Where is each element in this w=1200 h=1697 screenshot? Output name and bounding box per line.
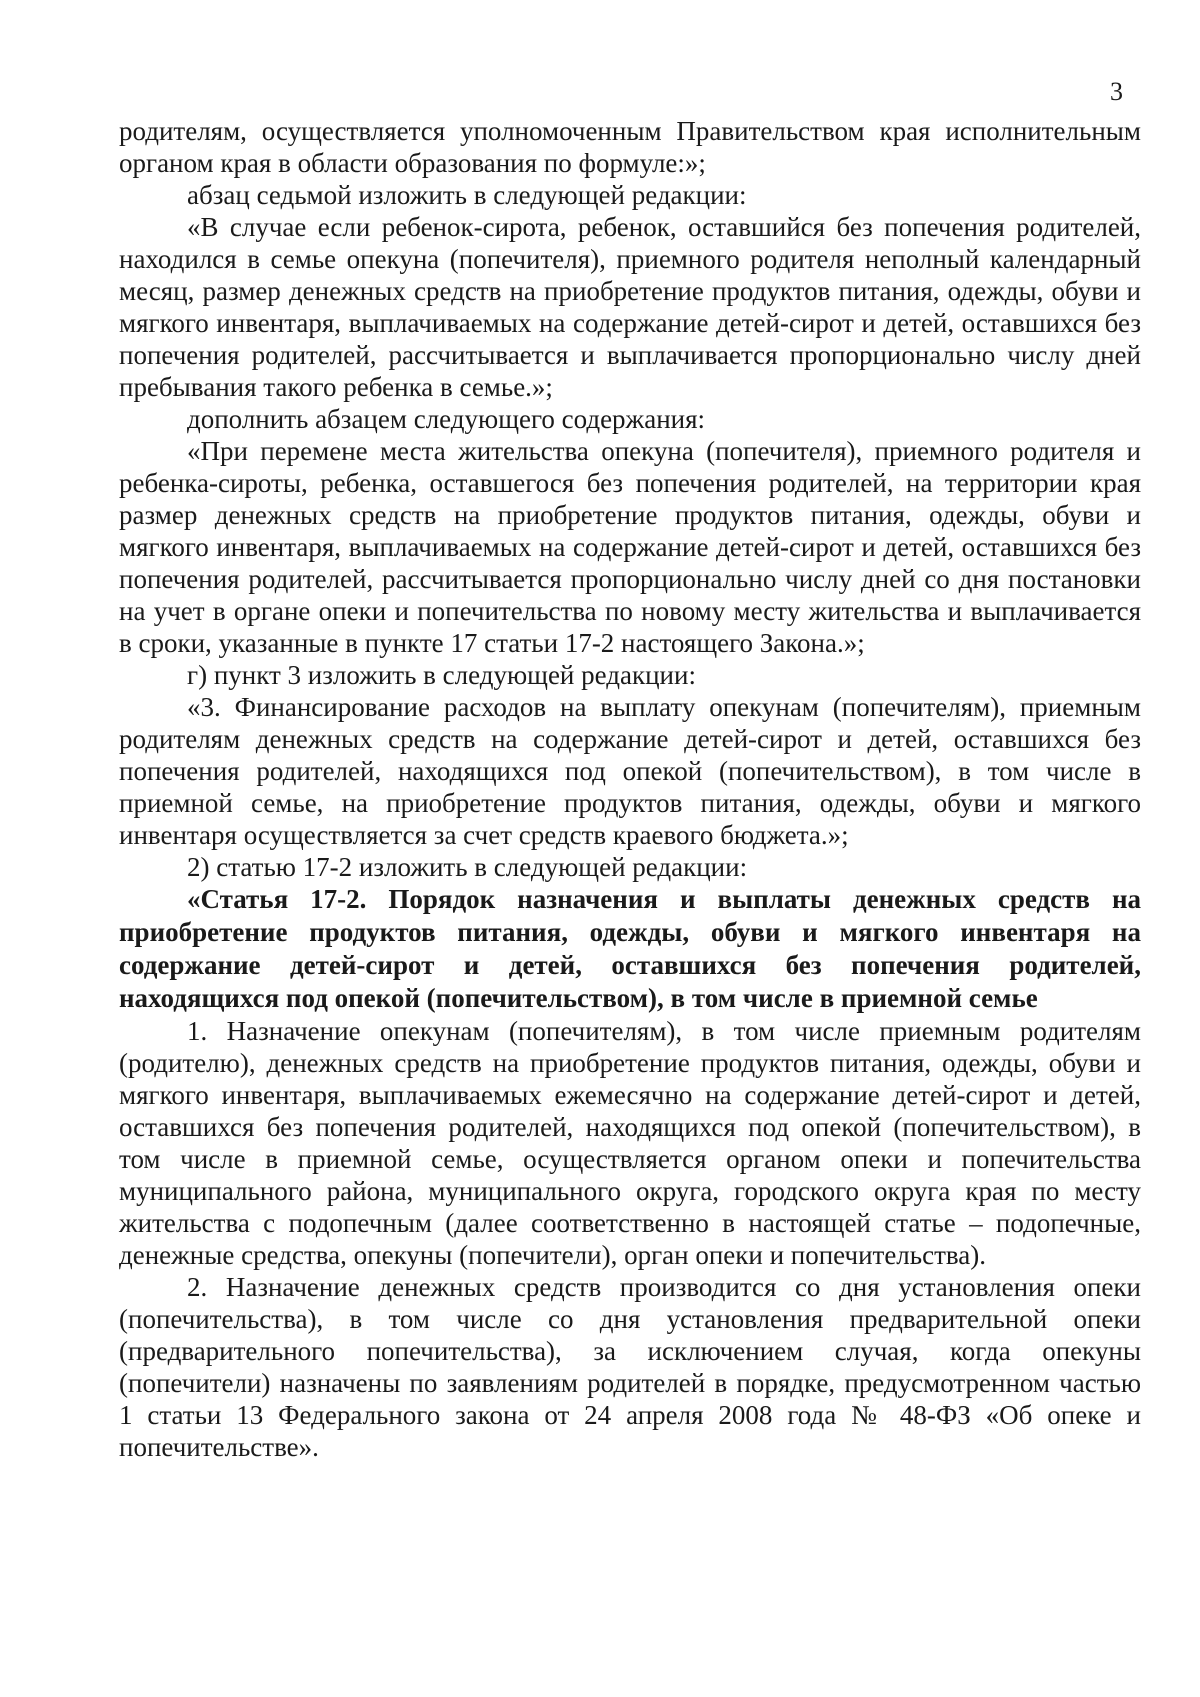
- paragraph-item-2: 2. Назначение денежных средств производится со дня установления опеки (попечительства), в том числе со дня установления предварительной опеки (предварительного попечительства), за исключением случая, когда опекуны (попечители) назначены по заявлениям родителей в порядке, предусмотренном частью 1 статьи 13 Федерального закона от 24 апреля 2008 года № 48-ФЗ «Об опеке и попечительстве».: [119, 1272, 1141, 1462]
- article-heading: «Статья 17-2. Порядок назначения и выплаты денежных средств на приобретение продуктов питания, одежды, обуви и мягкого инвентаря на содержание детей-сирот и детей, оставшихся без попечения родителей, находящихся под опекой (попечительством), в том числе в приемной семье: [119, 884, 1141, 1013]
- paragraph-instruction-article: 2) статью 17-2 изложить в следующей редакции:: [187, 852, 748, 882]
- paragraph-continuation: родителям, осуществляется уполномоченным Правительством края исполнительным органом края в области образования по формуле:»;: [119, 116, 1141, 178]
- paragraph-quote-incomplete-month: «В случае если ребенок-сирота, ребенок, оставшийся без попечения родителей, находился в семье опекуна (попечителя), приемного родителя неполный календарный месяц, размер денежных средств на приобретение продуктов питания, одежды, обуви и мягкого инвентаря, выплачиваемых на содержание детей-сирот и детей, оставшихся без попечения родителей, рассчитывается и выплачивается пропорционально числу дней пребывания такого ребенка в семье.»;: [119, 212, 1141, 402]
- paragraph-quote-financing: «3. Финансирование расходов на выплату опекунам (попечителям), приемным родителям денежных средств на содержание детей-сирот и детей, оставшихся без попечения родителей, находящихся под опекой (попечительством), в том числе в приемной семье, на приобретение продуктов питания, одежды, обуви и мягкого инвентаря осуществляется за счет средств краевого бюджета.»;: [119, 692, 1141, 850]
- paragraph-item-1: 1. Назначение опекунам (попечителям), в том числе приемным родителям (родителю), денежных средств на приобретение продуктов питания, одежды, обуви и мягкого инвентаря, выплачиваемых ежемесячно на содержание детей-сирот и детей, оставшихся без попечения родителей, находящихся под опекой (попечительством), в том числе в приемной семье, осуществляется органом опеки и попечительства муниципального района, муниципального округа, городского округа края по месту жительства с подопечным (далее соответственно в настоящей статье – подопечные, денежные средства, опекуны (попечители), орган опеки и попечительства).: [119, 1016, 1141, 1270]
- paragraph-instruction-add: дополнить абзацем следующего содержания:: [187, 404, 706, 434]
- paragraph-instruction-seventh: абзац седьмой изложить в следующей редакции:: [187, 180, 747, 210]
- document-body: [119, 115, 1141, 1463]
- page-number: 3: [1110, 77, 1123, 106]
- paragraph-quote-residence-change: «При перемене места жительства опекуна (попечителя), приемного родителя и ребенка-сироты, ребенка, оставшегося без попечения родителей, на территории края размер денежных средств на приобретение продуктов питания, одежды, обуви и мягкого инвентаря, выплачиваемых на содержание детей-сирот и детей, оставшихся без попечения родителей, рассчитывается пропорционально числу дней со дня постановки на учет в органе опеки и попечительства по новому месту жительства и выплачивается в сроки, указанные в пункте 17 статьи 17-2 настоящего Закона.»;: [119, 436, 1141, 658]
- paragraph-instruction-point-3: г) пункт 3 изложить в следующей редакции:: [187, 660, 696, 690]
